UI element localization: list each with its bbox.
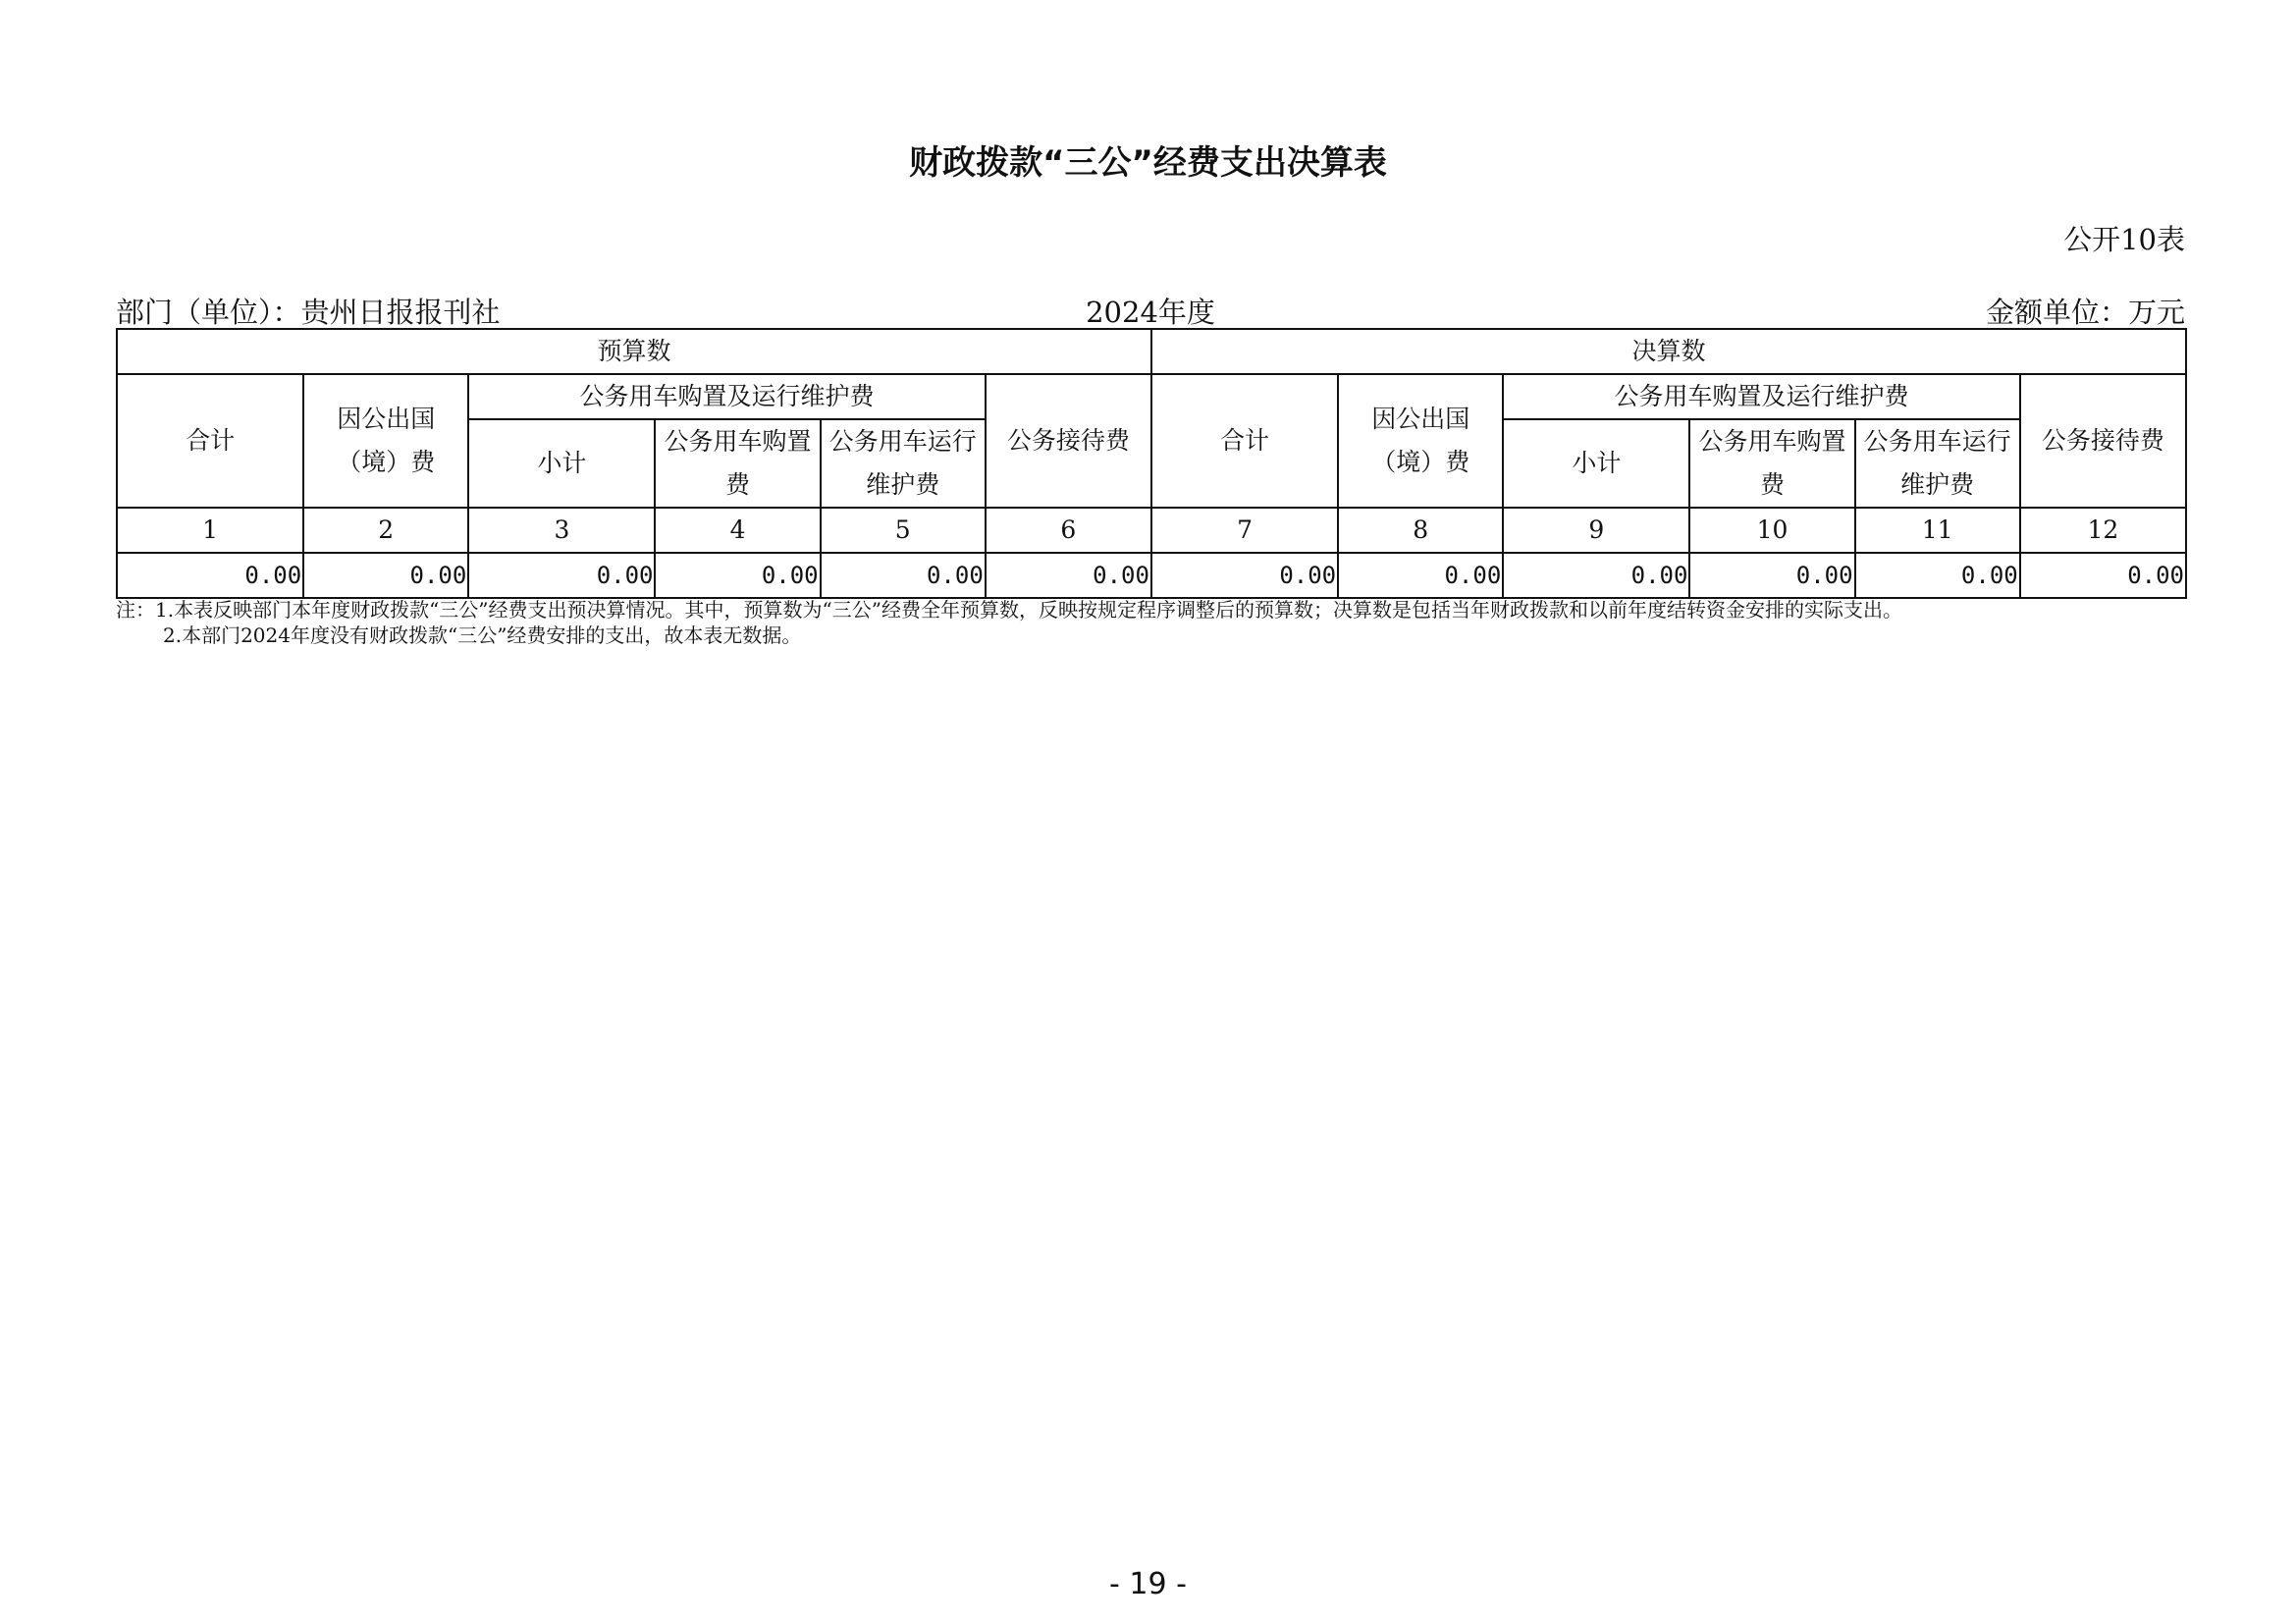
column-index: 1 — [117, 508, 303, 553]
value-row — [117, 553, 2186, 598]
value-cell: 0.00 — [303, 553, 468, 598]
final-abroad-header: 因公出国（境）费 — [1338, 374, 1503, 508]
column-index: 12 — [2020, 508, 2186, 553]
value-cell: 0.00 — [2020, 553, 2186, 598]
note-2: 2.本部门2024年度没有财政拨款“三公”经费安排的支出，故本表无数据。 — [163, 623, 802, 647]
meta-row — [116, 291, 2185, 329]
budget-vehicle-purchase-header: 公务用车购置费 — [655, 419, 820, 508]
column-index: 2 — [303, 508, 468, 553]
value-cell: 0.00 — [1855, 553, 2020, 598]
budget-subtotal-header: 小计 — [468, 419, 655, 508]
value-cell: 0.00 — [1503, 553, 1689, 598]
year-label: 2024年度 — [1086, 296, 1215, 329]
value-cell: 0.00 — [1338, 553, 1503, 598]
column-index: 6 — [986, 508, 1151, 553]
page-number: - 19 - — [1109, 1567, 1187, 1601]
final-subtotal-header: 小计 — [1503, 419, 1689, 508]
value-cell: 0.00 — [1689, 553, 1854, 598]
budget-abroad-header: 因公出国（境）费 — [303, 374, 468, 508]
budget-vehicle-header: 公务用车购置及运行维护费 — [468, 374, 985, 419]
column-header-row — [117, 374, 2186, 419]
budget-group-header: 预算数 — [117, 329, 1151, 374]
column-index: 4 — [655, 508, 820, 553]
expense-table — [116, 328, 2187, 599]
final-total-header: 合计 — [1151, 374, 1338, 508]
column-index: 9 — [1503, 508, 1689, 553]
final-reception-header: 公务接待费 — [2020, 374, 2186, 508]
unit-label: 金额单位：万元 — [1985, 296, 2185, 329]
page-title: 财政拨款“三公”经费支出决算表 — [909, 143, 1387, 183]
note-1: 注：1.本表反映部门本年度财政拨款“三公”经费支出预决算情况。其中，预算数为“三公”经费全年预算数，反映按规定程序调整后的预算数；决算数是包括当年财政拨款和以前年度结转资金安排的实际支出。 — [116, 598, 1902, 622]
column-index: 8 — [1338, 508, 1503, 553]
column-index-row — [117, 508, 2186, 553]
column-index: 3 — [468, 508, 655, 553]
column-index: 7 — [1151, 508, 1338, 553]
column-index: 11 — [1855, 508, 2020, 553]
table-code: 公开10表 — [2063, 223, 2185, 256]
value-cell: 0.00 — [117, 553, 303, 598]
final-vehicle-purchase-header: 公务用车购置费 — [1689, 419, 1854, 508]
group-header-row — [117, 329, 2186, 374]
value-cell: 0.00 — [655, 553, 820, 598]
column-index: 5 — [821, 508, 986, 553]
column-index: 10 — [1689, 508, 1854, 553]
value-cell: 0.00 — [468, 553, 655, 598]
value-cell: 0.00 — [1151, 553, 1338, 598]
budget-total-header: 合计 — [117, 374, 303, 508]
budget-reception-header: 公务接待费 — [986, 374, 1151, 508]
value-cell: 0.00 — [821, 553, 986, 598]
final-group-header: 决算数 — [1151, 329, 2186, 374]
value-cell: 0.00 — [986, 553, 1151, 598]
final-vehicle-maintenance-header: 公务用车运行维护费 — [1855, 419, 2020, 508]
budget-vehicle-maintenance-header: 公务用车运行维护费 — [821, 419, 986, 508]
final-vehicle-header: 公务用车购置及运行维护费 — [1503, 374, 2019, 419]
notes — [116, 597, 2187, 648]
department-label: 部门（单位）：贵州日报报刊社 — [116, 296, 501, 329]
